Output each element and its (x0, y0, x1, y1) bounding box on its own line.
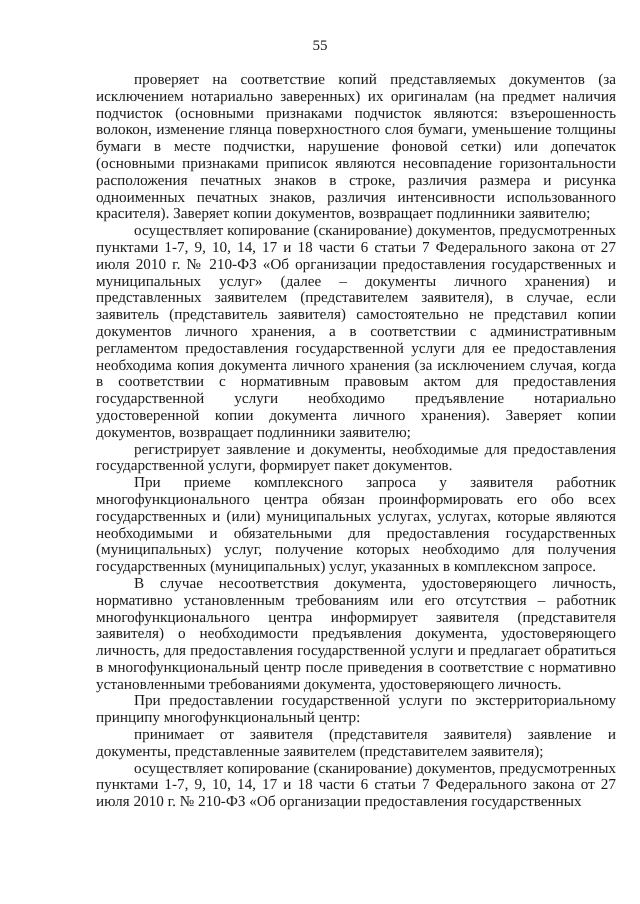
paragraph-copying-documents: осуществляет копирование (сканирование) документов, предусмотренных пунктами 1-7, 9, 10, 14, 17 и 18 части 6 статьи 7 Федерального закона от 27 июля 2010 г. № 210-ФЗ «Об организации предоставления государственных и муниципальных услуг» (далее – документы личного хранения) и представленных заявителем (представителем заявителя), в случае, если заявитель (представитель заявителя) самостоятельно не представил копии документов личного хранения, а в соответствии с административным регламентом предоставления государственной услуги для ее предоставления необходима копия документа личного хранения (за исключением случая, когда в соответствии с нормативным правовым актом для предоставления государственной услуги необходимо предъявление нотариально удостоверенной копии документа личного хранения). Заверяет копии документов, возвращает подлинники заявителю; (96, 222, 616, 441)
paragraph-verification: проверяет на соответствие копий представляемых документов (за исключением нотариально заверенных) их оригиналам (на предмет наличия подчисток (основными признаками подчисток являются: взъерошенность волокон, изменение глянца поверхностного слоя бумаги, уменьшение толщины бумаги в месте подчистки, нарушение фоновой сетки) или допечаток (основными признаками приписок являются несовпадение горизонтальности расположения печатных знаков в строке, различия размера и рисунка одноименных печатных знаков, различия интенсивности использованного красителя). Заверяет копии документов, возвращает подлинники заявителю; (96, 71, 616, 223)
paragraph-copying-continued: осуществляет копирование (сканирование) документов, предусмотренных пунктами 1-7, 9, 10, 14, 17 и 18 части 6 статьи 7 Федерального закона от 27 июля 2010 г. № 210-ФЗ «Об организации предоставления государственных (96, 759, 616, 811)
page-number: 55 (312, 38, 328, 54)
paragraph-extraterritorial: При предоставлении государственной услуги по экстерриториальному принципу многофункциональный центр: (96, 692, 616, 727)
paragraph-identity-document: В случае несоответствия документа, удостоверяющего личность, нормативно установленным требованиям или его отсутствия – работник многофункционального центра информирует заявителя (представителя заявителя) о необходимости предъявления документа, удостоверяющего личность, для предоставления государственной услуги и предлагает обратиться в многофункциональный центр после приведения в соответствие с нормативно установленными требованиями документа, удостоверяющего личность. (96, 574, 616, 693)
document-body (96, 72, 616, 811)
paragraph-registration: регистрирует заявление и документы, необходимые для предоставления государственной услуги, формирует пакет документов. (96, 440, 616, 475)
paragraph-complex-request: При приеме комплексного запроса у заявителя работник многофункционального центра обязан проинформировать его обо всех государственных и (или) муниципальных услугах, услугах, которые являются необходимыми и обязательными для предоставления государственных (муниципальных) услуг, получение которых необходимо для получения государственных (муниципальных) услуг, указанных в комплексном запросе. (96, 474, 616, 576)
paragraph-accepts-application: принимает от заявителя (представителя заявителя) заявление и документы, представленные заявителем (представителем заявителя); (96, 726, 616, 760)
